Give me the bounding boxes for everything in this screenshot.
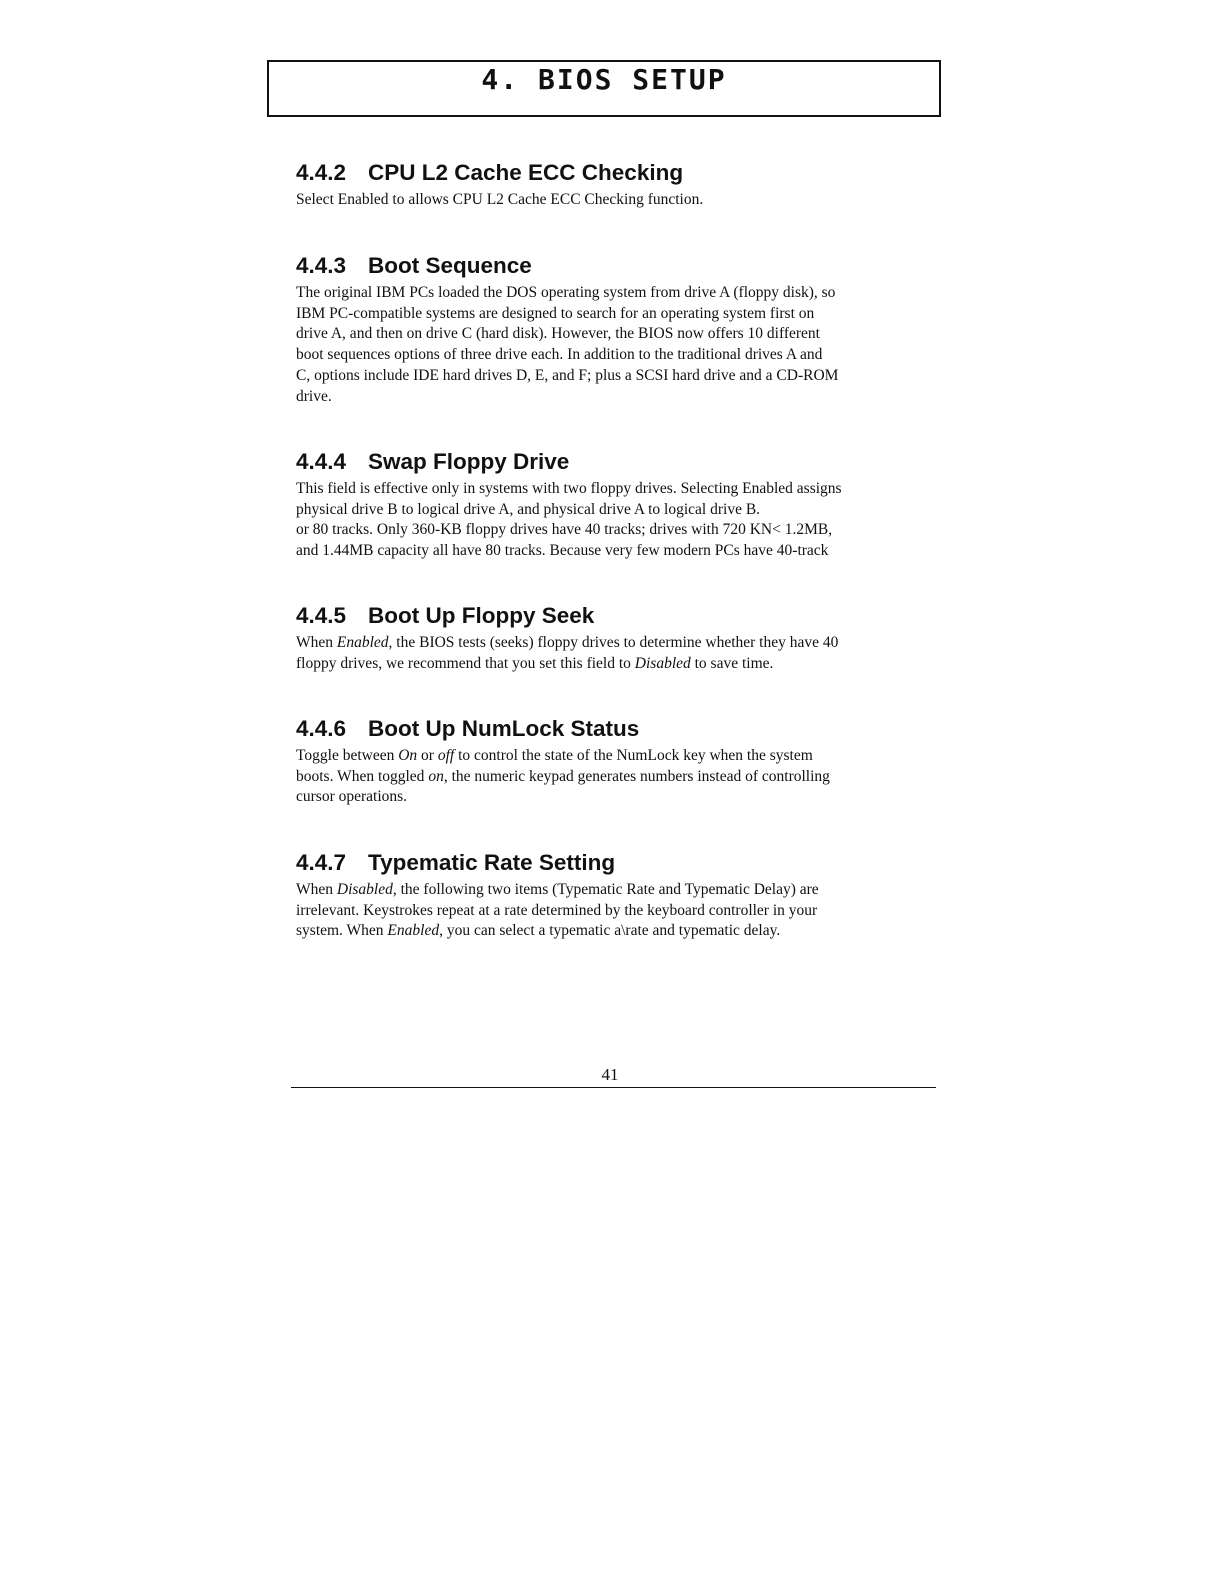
italic-term: Enabled (336, 634, 389, 651)
text-run: or (417, 747, 438, 764)
text-run: boots. When toggled (296, 767, 429, 785)
italic-term: Disabled (336, 881, 393, 898)
text-run: Select Enabled to allows CPU L2 Cache ECC Checking function. (296, 191, 704, 208)
italic-term: Disabled (634, 654, 691, 672)
section-title: Boot Up NumLock Status (368, 716, 640, 741)
section-title: Typematic Rate Setting (368, 850, 616, 875)
body-text-line (296, 901, 946, 922)
text-run: IBM PC-compatible systems are designed to search for an operating system first on (296, 304, 815, 322)
text-run: , the BIOS tests (seeks) floppy drives to determine whether they have 40 (388, 634, 839, 651)
section-swap-floppy-drive (296, 449, 946, 562)
body-text-line (296, 345, 946, 366)
text-run: , the numeric keypad generates numbers instead of controlling (443, 767, 830, 785)
italic-term: On (398, 747, 418, 764)
body-text-line (296, 746, 946, 767)
section-title: Boot Up Floppy Seek (368, 603, 595, 628)
text-run: The original IBM PCs loaded the DOS operating system from drive A (floppy disk), so (296, 284, 836, 301)
text-run: When (296, 881, 337, 898)
body-text-line (296, 787, 946, 808)
section-body (296, 283, 946, 407)
section-number: 4.4.5 (296, 603, 347, 628)
text-run: physical drive B to logical drive A, and physical drive A to logical drive B. (296, 500, 761, 518)
section-body (296, 190, 946, 211)
chapter-header-box (267, 60, 941, 117)
section-typematic-rate-setting (296, 850, 946, 942)
section-heading (296, 253, 946, 279)
text-run: to save time. (690, 654, 774, 672)
text-run: or 80 tracks. Only 360-KB floppy drives have 40 tracks; drives with 720 KN< 1.2MB, (296, 521, 833, 539)
page-number: 41 (601, 1065, 619, 1084)
section-heading (296, 449, 946, 475)
text-run: This field is effective only in systems with two floppy drives. Selecting Enabled assigns (296, 480, 842, 497)
section-cpu-l2-cache-ecc (296, 160, 946, 211)
text-run: boot sequences options of three drive each. In addition to the traditional drives A and (296, 346, 823, 364)
section-heading (296, 160, 946, 186)
section-body (296, 479, 946, 562)
body-text-line (296, 366, 946, 387)
body-text-line (296, 654, 946, 675)
body-text-line (296, 767, 946, 788)
body-text-line (296, 479, 946, 500)
body-text-line (296, 283, 946, 304)
body-text-line (296, 190, 946, 211)
text-run: Toggle between (296, 747, 399, 764)
section-heading (296, 716, 946, 742)
italic-term: Enabled (387, 922, 440, 940)
section-heading (296, 850, 946, 876)
text-run: to control the state of the NumLock key when the system (454, 747, 813, 764)
section-body (296, 746, 946, 808)
text-run: cursor operations. (296, 788, 408, 806)
section-heading (296, 603, 946, 629)
text-run: system. When (296, 922, 388, 940)
italic-term: off (437, 747, 455, 764)
text-run: , you can select a typematic a\rate and typematic delay. (439, 922, 781, 940)
section-title: Swap Floppy Drive (368, 449, 570, 474)
text-run: and 1.44MB capacity all have 80 tracks. Because very few modern PCs have 40-track (296, 542, 829, 560)
section-number: 4.4.3 (296, 253, 347, 278)
body-text-line (296, 520, 946, 541)
section-body (296, 880, 946, 942)
body-text-line (296, 387, 946, 408)
text-run: When (296, 634, 337, 651)
body-text-line (296, 304, 946, 325)
section-boot-up-numlock-status (296, 716, 946, 808)
section-boot-sequence (296, 253, 946, 407)
body-text-line (296, 880, 946, 901)
body-text-line (296, 633, 946, 654)
section-number: 4.4.7 (296, 850, 347, 875)
text-run: C, options include IDE hard drives D, E, and F; plus a SCSI hard drive and a CD-ROM (296, 366, 839, 384)
section-number: 4.4.4 (296, 449, 347, 474)
text-run: , the following two items (Typematic Rate and Typematic Delay) are (392, 881, 819, 898)
chapter-title: 4. BIOS SETUP (481, 63, 727, 96)
text-run: drive A, and then on drive C (hard disk). However, the BIOS now offers 10 different (296, 325, 820, 343)
section-title: CPU L2 Cache ECC Checking (368, 160, 684, 185)
text-run: floppy drives, we recommend that you set this field to (296, 654, 635, 672)
section-number: 4.4.2 (296, 160, 347, 185)
body-text-line (296, 500, 946, 521)
body-text-line (296, 324, 946, 345)
section-title: Boot Sequence (368, 253, 532, 278)
italic-term: on (428, 767, 444, 785)
section-body (296, 633, 946, 674)
text-run: irrelevant. Keystrokes repeat at a rate determined by the keyboard controller in your (296, 901, 818, 919)
text-run: drive. (296, 387, 332, 405)
body-text-line (296, 541, 946, 562)
footer-rule (291, 1087, 936, 1088)
section-number: 4.4.6 (296, 716, 347, 741)
body-text-line (296, 921, 946, 942)
section-boot-up-floppy-seek (296, 603, 946, 674)
